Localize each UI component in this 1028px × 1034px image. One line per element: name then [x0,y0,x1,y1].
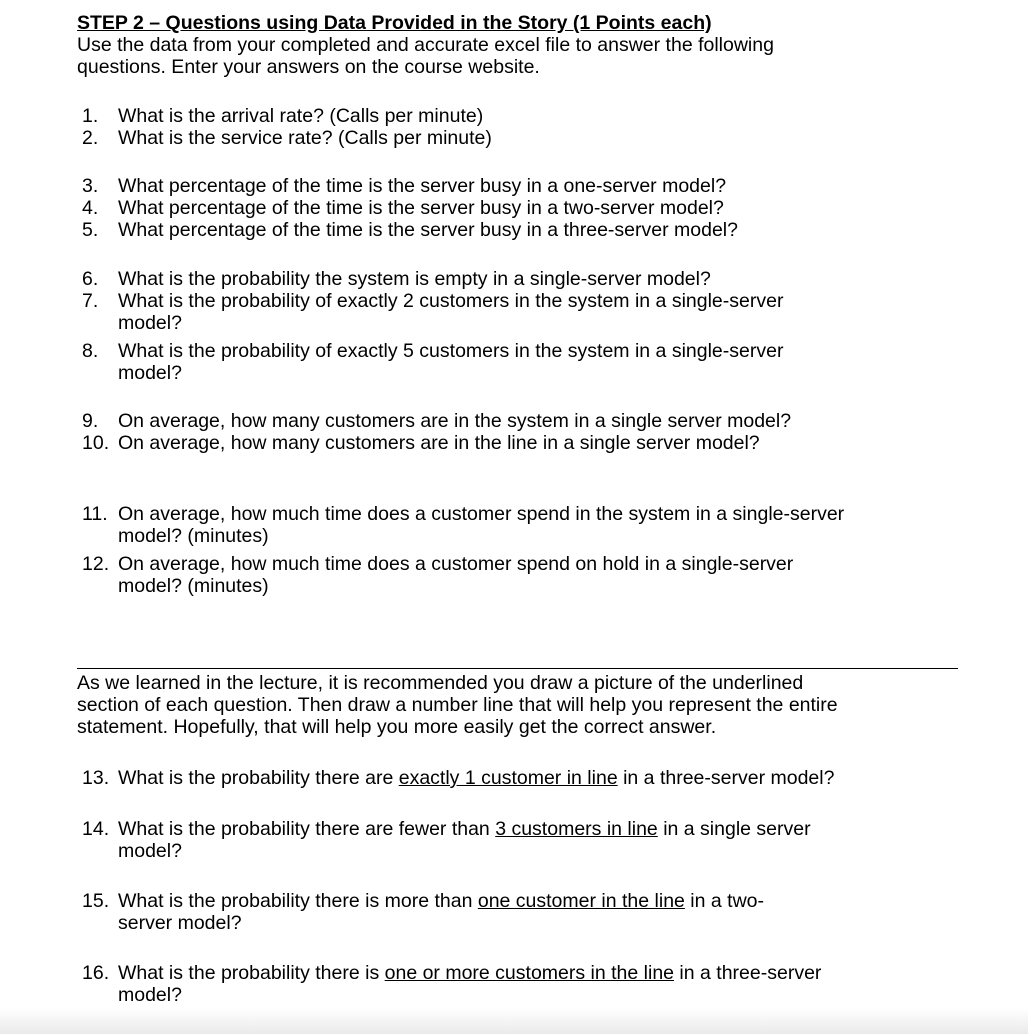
question-15-underlined: one customer in the line [477,890,685,912]
question-6-text: What is the probability the system is empty in a single-server model? [118,268,711,290]
question-15-after: in a two- [684,890,765,912]
question-16-line-1 [118,962,821,984]
question-8-line-2: model? [118,362,182,384]
question-number: 2. [82,127,99,149]
question-13-underlined: exactly 1 customer in line [398,767,618,789]
question-15-before: What is the probability there is more than [118,890,478,912]
question-14-underlined: 3 customers in line [495,818,658,840]
question-number: 13. [82,767,110,789]
question-number: 1. [82,105,99,127]
question-number: 11. [82,503,108,525]
note-line-2: section of each question. Then draw a number line that will help you represent the entire [77,694,838,716]
question-9-text: On average, how many customers are in the system in a single server model? [118,410,792,432]
horizontal-divider [77,668,958,669]
question-12-line-2: model? (minutes) [118,575,269,597]
question-number: 7. [82,290,99,312]
question-14-line-2: model? [118,840,182,862]
page-bottom-shadow [0,1008,1028,1034]
question-number: 4. [82,197,99,219]
question-14-after: in a single server [657,818,811,840]
note-line-1: As we learned in the lecture, it is recommended you draw a picture of the underlined [77,672,804,694]
question-number: 12. [82,553,110,575]
question-number: 15. [82,890,110,912]
question-13-text [118,767,834,789]
question-10-text: On average, how many customers are in the line in a single server model? [118,432,760,454]
intro-line-1: Use the data from your completed and accurate excel file to answer the following [77,34,774,56]
question-16-line-2: model? [118,984,182,1006]
question-11-line-2: model? (minutes) [118,525,269,547]
note-line-3: statement. Hopefully, that will help you more easily get the correct answer. [77,716,717,738]
question-5-text: What percentage of the time is the server busy in a three-server model? [118,219,738,241]
question-number: 16. [82,962,110,984]
question-1-text: What is the arrival rate? (Calls per minute) [118,105,484,127]
question-15-line-2: server model? [118,912,242,934]
question-7-line-2: model? [118,312,182,334]
question-13-after: in a three-server model? [617,767,835,789]
question-14-before: What is the probability there are fewer than [118,818,496,840]
question-number: 10. [82,432,110,454]
question-number: 8. [82,340,99,362]
question-12-line-1: On average, how much time does a customer spend on hold in a single-server [118,553,794,575]
question-number: 5. [82,219,99,241]
question-13-before: What is the probability there are [118,767,399,789]
question-11-line-1: On average, how much time does a customer spend in the system in a single-server [118,503,845,525]
question-15-line-1 [118,890,764,912]
question-8-line-1: What is the probability of exactly 5 customers in the system in a single-server [118,340,784,362]
question-16-underlined: one or more customers in the line [384,962,675,984]
question-14-line-1 [118,818,811,840]
question-7-line-1: What is the probability of exactly 2 customers in the system in a single-server [118,290,784,312]
intro-line-2: questions. Enter your answers on the course website. [77,56,540,78]
section-heading: STEP 2 – Questions using Data Provided in the Story (1 Points each) [77,12,712,34]
question-16-after: in a three-server [674,962,822,984]
question-3-text: What percentage of the time is the server busy in a one-server model? [118,175,727,197]
question-number: 6. [82,268,99,290]
question-2-text: What is the service rate? (Calls per minute) [118,127,492,149]
question-4-text: What percentage of the time is the server busy in a two-server model? [118,197,724,219]
question-number: 14. [82,818,110,840]
question-16-before: What is the probability there is [118,962,385,984]
question-number: 9. [82,410,99,432]
question-number: 3. [82,175,99,197]
